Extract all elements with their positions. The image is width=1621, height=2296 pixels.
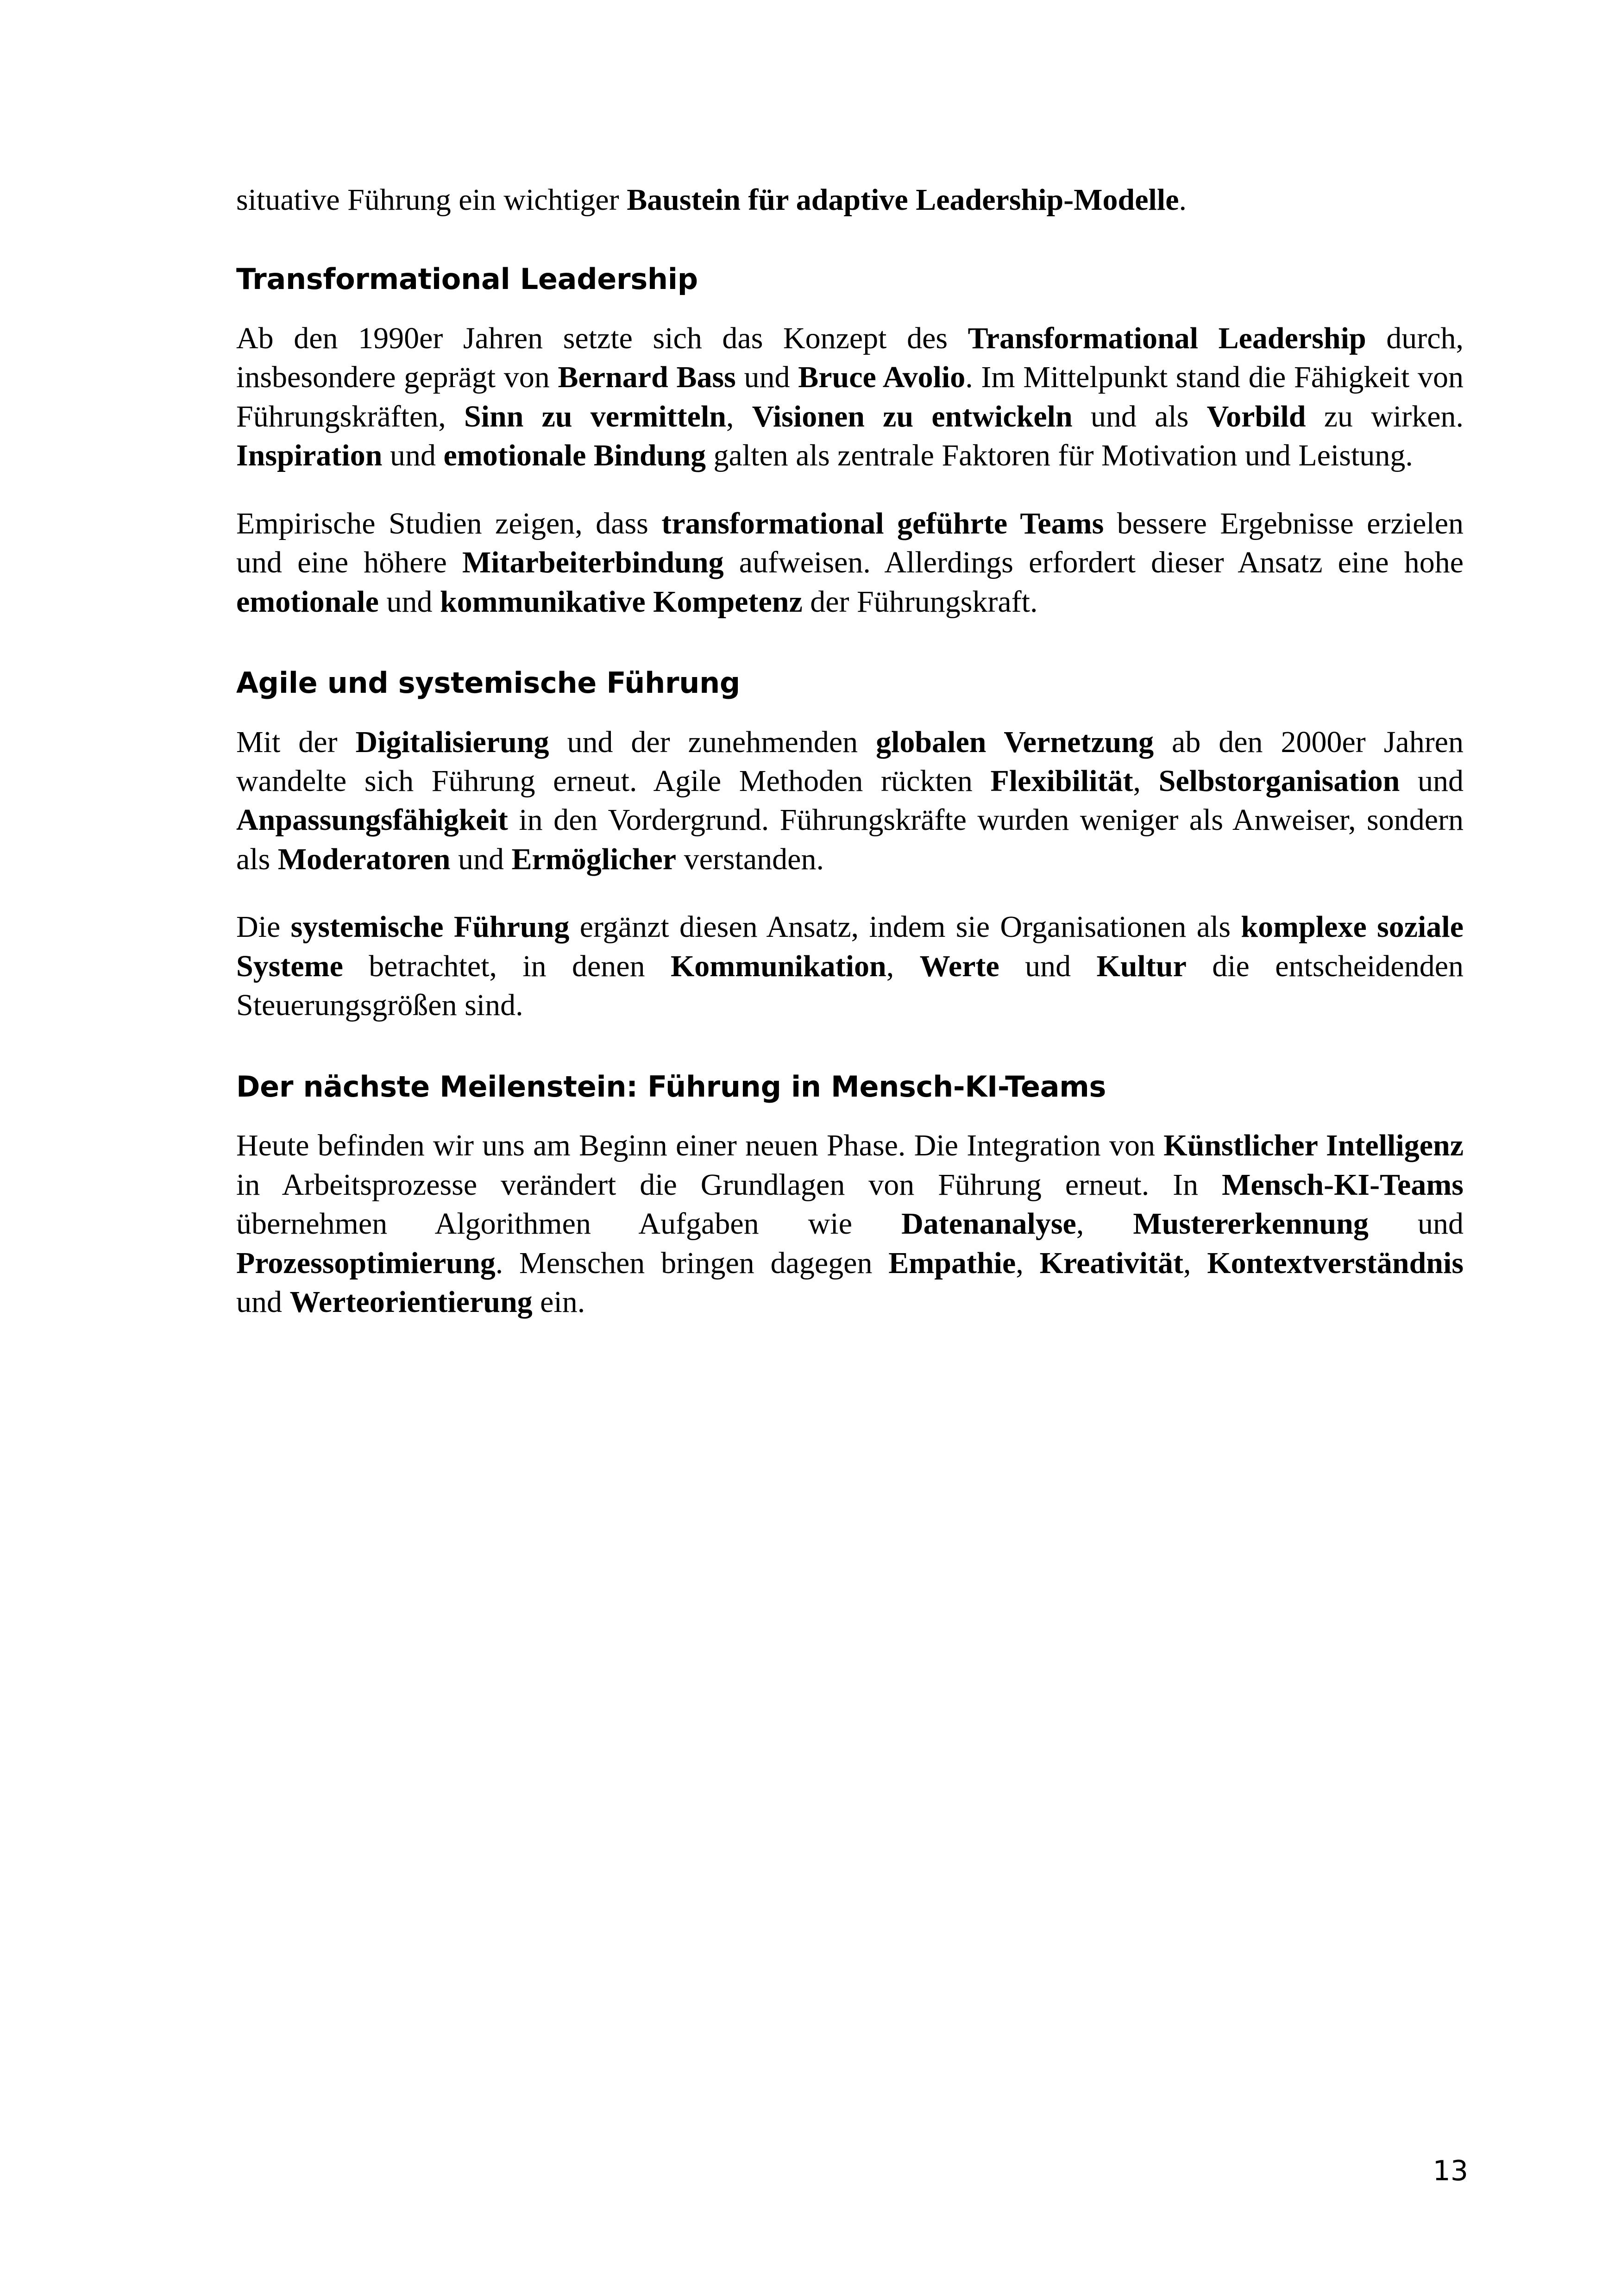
heading-transformational-leadership: Transformational Leadership (236, 262, 698, 296)
page-content (236, 181, 1464, 1322)
page-number: 13 (1433, 2155, 1468, 2187)
heading-mensch-ki-teams: Der nächste Meilenstein: Führung in Mensch-KI-Teams (236, 1069, 1106, 1104)
paragraph-mensch-ki-1: Heute befinden wir uns am Beginn einer neuen Phase. Die Integration von Künstlicher Intelligenz in Arbeitsprozesse verändert die Grundlagen von Führung erneut. In Mensch-KI-Teams übernehmen Algorithmen Aufgaben wie Datenanalyse, Mustererkennung und Prozessoptimierung. Menschen bringen dagegen Empathie, Kreativität, Kontextverständnis und Werteorientierung ein. (236, 1129, 1464, 1319)
paragraph-lead-in: situative Führung ein wichtiger Baustein für adaptive Leadership-Modelle. (236, 183, 1187, 217)
paragraph-transformational-2: Empirische Studien zeigen, dass transformational geführte Teams bessere Ergebnisse erzielen und eine höhere Mitarbeiterbindung aufweisen. Allerdings erfordert dieser Ansatz eine hohe emotionale und kommunikative Kompetenz der Führungskraft. (236, 506, 1464, 619)
paragraph-agile-2: Die systemische Führung ergänzt diesen Ansatz, indem sie Organisationen als komplexe soziale Systeme betrachtet, in denen Kommunikation, Werte und Kultur die entscheidenden Steuerungsgrößen sind. (236, 910, 1464, 1023)
paragraph-agile-1: Mit der Digitalisierung und der zunehmenden globalen Vernetzung ab den 2000er Jahren wandelte sich Führung erneut. Agile Methoden rückten Flexibilität, Selbstorganisation und Anpassungsfähigkeit in den Vordergrund. Führungskräfte wurden weniger als Anweiser, sondern als Moderatoren und Ermöglicher verstanden. (236, 725, 1464, 876)
heading-agile-systemische-fuehrung: Agile und systemische Führung (236, 666, 741, 700)
paragraph-transformational-1: Ab den 1990er Jahren setzte sich das Konzept des Transformational Leadership durch, insbesondere geprägt von Bernard Bass und Bruce Avolio. Im Mittelpunkt stand die Fähigkeit von Führungskräften, Sinn zu vermitteln, Visionen zu entwickeln und als Vorbild zu wirken. Inspiration und emotionale Bindung galten als zentrale Faktoren für Motivation und Leistung. (236, 321, 1464, 473)
